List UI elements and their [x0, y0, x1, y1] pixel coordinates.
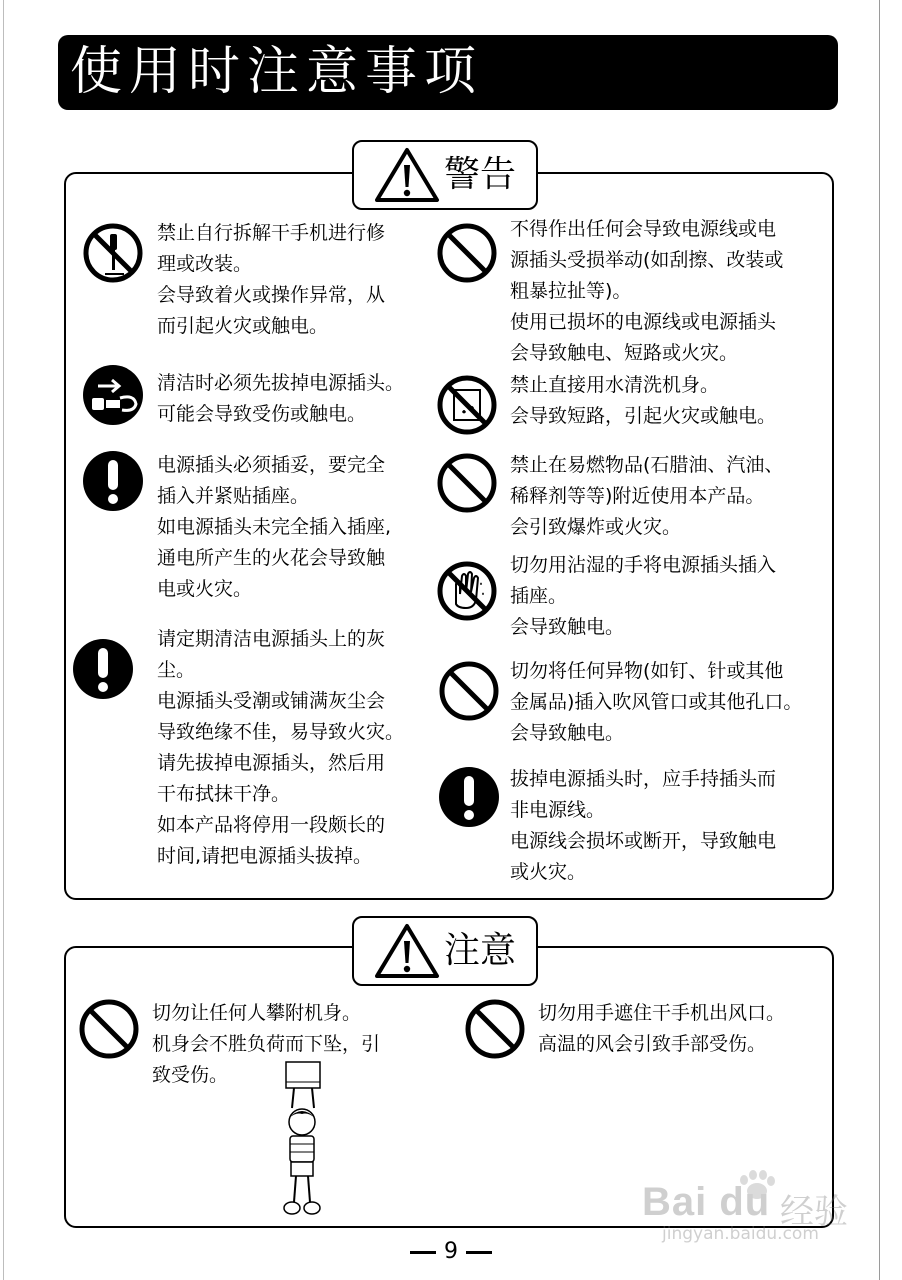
text-line: 理或改装。: [157, 253, 253, 275]
unplug-icon: [82, 364, 144, 426]
page-number-value: 9: [444, 1239, 458, 1264]
text-line: 插入并紧贴插座。: [157, 485, 310, 507]
dash-right: [466, 1251, 492, 1254]
text-line: 请定期清洁电源插头上的灰: [157, 628, 386, 650]
no-wet-hands-icon: [436, 560, 498, 622]
warning-item-text: [510, 656, 802, 749]
warning-item-text: [157, 624, 404, 872]
text-line: 源插头受损举动(如刮擦、改装或: [510, 249, 784, 271]
mandatory-icon: [438, 766, 500, 828]
warning-item-text: [510, 764, 776, 888]
text-line: 切勿用沾湿的手将电源插头插入: [510, 554, 777, 576]
text-line: 高温的风会引致手部受伤。: [538, 1033, 767, 1055]
prohibition-icon: [436, 452, 498, 514]
text-line: 会引致爆炸或火灾。: [510, 516, 682, 538]
warning-tag: [352, 140, 538, 210]
prohibition-icon: [438, 660, 500, 722]
text-line: 拔掉电源插头时，应手持插头而: [510, 768, 777, 790]
text-line: 可能会导致受伤或触电。: [157, 403, 367, 425]
mandatory-icon: [72, 638, 134, 700]
warning-triangle-icon: [374, 147, 440, 203]
warning-item-text: [157, 450, 391, 605]
text-line: 切勿用手遮住干手机出风口。: [538, 1002, 786, 1024]
text-line: 不得作出任何会导致电源线或电: [510, 218, 777, 240]
text-line: 如电源插头未完全插入插座,: [157, 516, 392, 538]
text-line: 插座。: [510, 585, 568, 607]
text-line: 电源线会损坏或断开，导致触电: [510, 830, 777, 852]
text-line: 非电源线。: [510, 799, 606, 821]
text-line: 或火灾。: [510, 861, 587, 883]
page-number: [0, 1238, 902, 1266]
warning-item-text: [510, 450, 783, 543]
text-line: 而引起火灾或触电。: [157, 315, 329, 337]
warning-item-text: [510, 370, 776, 432]
watermark-brand: Bai du: [642, 1180, 771, 1224]
text-line: 禁止在易燃物品(石腊油、汽油、: [510, 454, 784, 476]
caution-tag: [352, 916, 538, 986]
text-line: 请先拔掉电源插头，然后用: [157, 752, 386, 774]
text-line: 导致绝缘不佳，易导致火灾。: [157, 721, 405, 743]
warning-tag-label: 警告: [443, 154, 516, 195]
mandatory-icon: [82, 450, 144, 512]
dash-left: [410, 1251, 436, 1254]
text-line: 禁止直接用水清洗机身。: [510, 374, 720, 396]
text-line: 干布拭抹干净。: [157, 783, 291, 805]
text-line: 会导致触电。: [510, 616, 625, 638]
text-line: 使用已损坏的电源线或电源插头: [510, 311, 777, 333]
text-line: 会导致着火或操作异常，从: [157, 284, 386, 306]
warning-item-text: [510, 550, 776, 643]
caution-item-text: [538, 998, 785, 1060]
prohibition-icon: [436, 222, 498, 284]
warning-item-text: [157, 368, 404, 430]
text-line: 机身会不胜负荷而下坠，引: [152, 1033, 381, 1055]
child-hanging-illustration: [272, 1060, 334, 1220]
prohibition-icon: [464, 998, 526, 1060]
text-line: 尘。: [157, 659, 196, 681]
watermark: [640, 1170, 870, 1248]
warning-triangle-icon: [374, 923, 440, 979]
text-line: 切勿让任何人攀附机身。: [152, 1002, 362, 1024]
text-line: 禁止自行拆解干手机进行修: [157, 222, 386, 244]
text-line: 粗暴拉扯等)。: [510, 280, 632, 302]
text-line: 通电所产生的火花会导致触: [157, 547, 386, 569]
prohibition-icon: [78, 998, 140, 1060]
watermark-brand-cn: 经验: [780, 1192, 848, 1232]
text-line: 如本产品将停用一段颇长的: [157, 814, 386, 836]
text-line: 电或火灾。: [157, 578, 253, 600]
text-line: 电源插头受潮或铺满灰尘会: [157, 690, 386, 712]
text-line: 清洁时必须先拔掉电源插头。: [157, 372, 405, 394]
warning-item-text: [510, 214, 783, 369]
no-disassembly-icon: [82, 222, 144, 284]
caution-item-text: [152, 998, 380, 1091]
text-line: 时间,请把电源插头拔掉。: [157, 845, 373, 867]
text-line: 切勿将任何异物(如钉、针或其他: [510, 660, 784, 682]
caution-tag-label: 注意: [443, 930, 516, 971]
text-line: 会导致触电。: [510, 722, 625, 744]
no-water-wash-icon: [436, 374, 498, 436]
title-bar: [58, 35, 838, 110]
page-edge-right: [879, 0, 880, 1280]
text-line: 会导致触电、短路或火灾。: [510, 342, 739, 364]
text-line: 会导致短路，引起火灾或触电。: [510, 405, 777, 427]
text-line: 电源插头必须插妥，要完全: [157, 454, 386, 476]
page-edge-left: [3, 0, 4, 1280]
page-title: 使用时注意事项: [70, 42, 484, 102]
text-line: 稀释剂等等)附近使用本产品。: [510, 485, 765, 507]
text-line: 致受伤。: [152, 1064, 229, 1086]
text-line: 金属品)插入吹风管口或其他孔口。: [510, 691, 803, 713]
warning-item-text: [157, 218, 385, 342]
watermark-url: jingyan.baidu.com: [662, 1224, 819, 1244]
